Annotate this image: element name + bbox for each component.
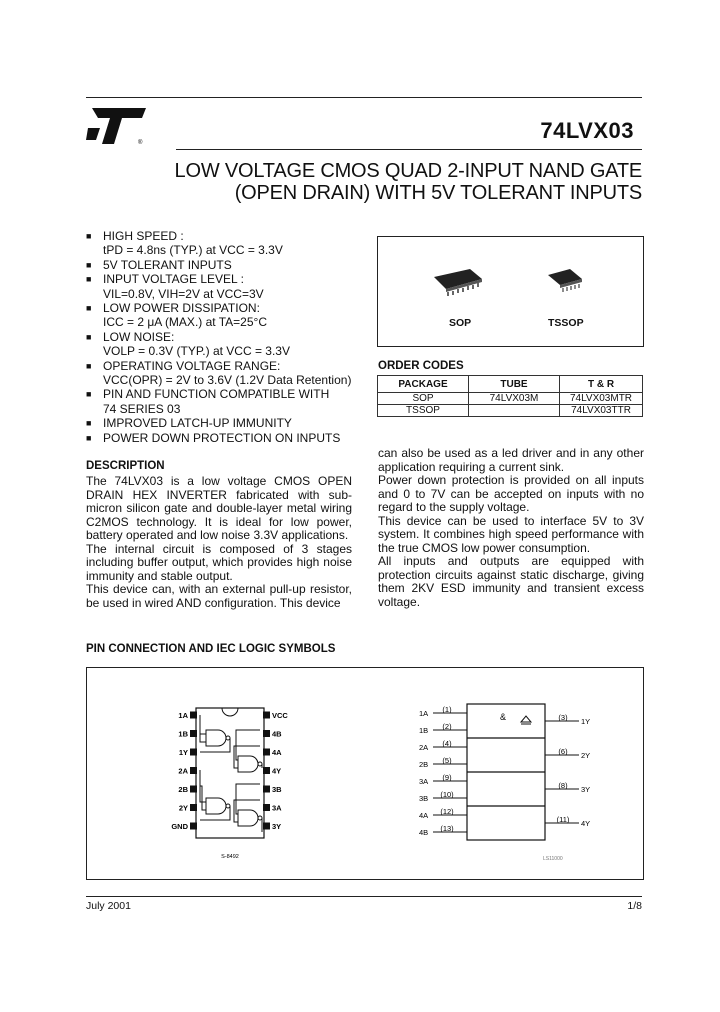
table-cell: SOP bbox=[378, 393, 469, 405]
feature-detail: VOLP = 0.3V (TYP.) at VCC = 3.3V bbox=[103, 344, 290, 359]
iec-output-pin: (6) bbox=[558, 747, 568, 756]
dip-pin bbox=[190, 804, 197, 811]
bullet-icon: ■ bbox=[86, 231, 92, 241]
iec-input-label: 3B bbox=[419, 794, 429, 803]
bullet-icon: ■ bbox=[86, 331, 92, 342]
footer-date: July 2001 bbox=[86, 900, 131, 912]
iec-input-label: 1B bbox=[419, 726, 429, 735]
feature-detail: 74 SERIES 03 bbox=[103, 401, 181, 416]
dip-pin-label: 4A bbox=[272, 748, 282, 757]
dip-pin bbox=[263, 767, 270, 774]
dip-pin bbox=[190, 767, 197, 774]
table-cell: 74LVX03MTR bbox=[560, 393, 643, 405]
dip-pin-label: 3B bbox=[272, 785, 282, 794]
iec-input-label: 4A bbox=[419, 811, 429, 820]
st-logo bbox=[86, 106, 148, 146]
iec-input-pin: (10) bbox=[440, 790, 454, 799]
dip-pin-label: 4Y bbox=[272, 766, 282, 776]
order-codes-title: ORDER CODES bbox=[378, 360, 464, 372]
sop-label: SOP bbox=[449, 317, 472, 329]
iec-input-label: 1A bbox=[419, 709, 429, 718]
table-cell: 74LVX03TTR bbox=[560, 405, 643, 417]
table-cell: 74LVX03M bbox=[469, 393, 560, 405]
iec-and-symbol: & bbox=[499, 712, 507, 722]
iec-output-label: 2Y bbox=[581, 751, 591, 760]
dip-pin-label: 3A bbox=[272, 803, 282, 813]
description-paragraph: The internal circuit is composed of 3 stages including buffer output, which provides high noise immunity and stable output. bbox=[86, 541, 352, 583]
dip-pin bbox=[263, 786, 270, 793]
feature-item bbox=[86, 272, 386, 301]
description-left-column bbox=[86, 475, 352, 610]
header-tube: TUBE bbox=[469, 376, 560, 393]
page-title bbox=[175, 160, 642, 204]
header-rule bbox=[86, 97, 642, 98]
title-line-1: LOW VOLTAGE CMOS QUAD 2-INPUT NAND GATE bbox=[174, 160, 642, 182]
feature-detail: ICC = 2 μA (MAX.) at TA=25°C bbox=[103, 315, 267, 330]
description-paragraph: The 74LVX03 is a low voltage CMOS OPEN DRAIN HEX INVERTER fabricated with sub-micron silicon gate and double-layer metal wiring C2MOS technology. It is ideal for low power, battery operated and low noise 3.3V applications. bbox=[86, 474, 352, 542]
dip-pin-label: 3Y bbox=[272, 822, 282, 831]
title-rule bbox=[176, 149, 642, 150]
dip-pin-label: 2Y bbox=[178, 803, 188, 813]
footer-page: 1/8 bbox=[627, 900, 642, 912]
feature-title: POWER DOWN PROTECTION ON INPUTS bbox=[103, 430, 341, 445]
table-row bbox=[378, 393, 643, 405]
pin-connection-title: PIN CONNECTION AND IEC LOGIC SYMBOLS bbox=[86, 643, 336, 655]
feature-title: LOW NOISE: bbox=[103, 329, 175, 344]
bullet-icon: ■ bbox=[86, 432, 92, 443]
dip-pin-diagram bbox=[160, 700, 300, 862]
package-box bbox=[377, 236, 644, 347]
table-row bbox=[378, 405, 643, 417]
iec-output-pin: (3) bbox=[558, 713, 568, 722]
iec-input-pin: (13) bbox=[440, 824, 454, 833]
description-right-column bbox=[378, 447, 644, 609]
sop-package-icon bbox=[430, 265, 486, 299]
dip-pin-label: 1B bbox=[178, 729, 188, 739]
feature-item bbox=[86, 416, 386, 430]
dip-pin bbox=[263, 749, 270, 756]
iec-input-pin: (5) bbox=[442, 756, 452, 765]
dip-pin-label: 1Y bbox=[178, 748, 188, 757]
bullet-icon: ■ bbox=[86, 274, 92, 285]
feature-item bbox=[86, 301, 386, 330]
dip-pin bbox=[190, 712, 197, 719]
feature-title: LOW POWER DISSIPATION: bbox=[103, 301, 260, 316]
description-paragraph: Power down protection is provided on all inputs and 0 to 7V can be accepted on inputs with no regard to the supply voltage. bbox=[378, 473, 644, 514]
feature-item bbox=[86, 359, 386, 388]
iec-output-pin: (11) bbox=[556, 815, 570, 824]
iec-code-label: LS11000 bbox=[543, 856, 563, 862]
dip-pin bbox=[263, 730, 270, 737]
dip-code-label: S-8492 bbox=[221, 854, 239, 860]
feature-item bbox=[86, 258, 386, 272]
order-codes-header-row bbox=[378, 376, 643, 393]
dip-pin-label: 4B bbox=[272, 729, 282, 739]
tssop-label: TSSOP bbox=[548, 317, 584, 329]
part-number: 74LVX03 bbox=[540, 118, 634, 143]
feature-title: OPERATING VOLTAGE RANGE: bbox=[103, 358, 281, 373]
description-paragraph: This device can be used to interface 5V to 3V system. It combines high speed performance with the true CMOS low power consumption. bbox=[378, 513, 644, 555]
dip-pin bbox=[190, 823, 197, 830]
bullet-icon: ■ bbox=[86, 360, 92, 371]
description-title: DESCRIPTION bbox=[86, 460, 165, 472]
dip-pin-label: GND bbox=[171, 822, 188, 831]
description-paragraph: can also be used as a led driver and in any other application requiring a current sink. bbox=[378, 446, 644, 474]
feature-detail: VIL=0.8V, VIH=2V at VCC=3V bbox=[103, 286, 264, 301]
iec-output-pin: (8) bbox=[558, 781, 568, 790]
table-cell bbox=[469, 405, 560, 417]
title-line-2: (OPEN DRAIN) WITH 5V TOLERANT INPUTS bbox=[234, 182, 642, 204]
dip-pin bbox=[190, 730, 197, 737]
dip-pin-label: 2A bbox=[178, 766, 188, 776]
svg-text:®: ® bbox=[138, 140, 143, 146]
feature-item bbox=[86, 330, 386, 359]
dip-pin-label: 2B bbox=[178, 785, 188, 794]
dip-pin bbox=[190, 786, 197, 793]
description-paragraph: This device can, with an external pull-up resistor, be used in wired AND configuration. This device bbox=[86, 582, 352, 610]
feature-title: 5V TOLERANT INPUTS bbox=[103, 257, 232, 272]
feature-title: INPUT VOLTAGE LEVEL : bbox=[103, 272, 244, 287]
dip-pin bbox=[190, 749, 197, 756]
iec-input-pin: (9) bbox=[442, 773, 452, 782]
iec-input-pin: (1) bbox=[442, 705, 452, 714]
bullet-icon: ■ bbox=[86, 259, 92, 270]
tssop-package-icon bbox=[544, 265, 586, 297]
iec-output-label: 3Y bbox=[581, 785, 591, 794]
bullet-icon: ■ bbox=[86, 418, 92, 429]
footer-rule bbox=[86, 896, 642, 897]
feature-title: PIN AND FUNCTION COMPATIBLE WITH bbox=[103, 387, 330, 402]
description-paragraph: All inputs and outputs are equipped with protection circuits against static discharge, giving them 2KV ESD immunity and transient excess voltage. bbox=[378, 554, 644, 609]
bullet-icon: ■ bbox=[86, 389, 92, 400]
feature-title: HIGH SPEED : bbox=[103, 229, 184, 243]
iec-input-label: 3A bbox=[419, 777, 429, 786]
feature-detail: VCC(OPR) = 2V to 3.6V (1.2V Data Retention) bbox=[103, 373, 352, 388]
features-list bbox=[86, 229, 386, 445]
table-cell: TSSOP bbox=[378, 405, 469, 417]
dip-pin-label: VCC bbox=[272, 711, 288, 720]
iec-input-pin: (4) bbox=[442, 739, 452, 748]
dip-pin bbox=[263, 712, 270, 719]
feature-item bbox=[86, 431, 386, 445]
iec-input-label: 2B bbox=[419, 760, 429, 769]
iec-input-label: 4B bbox=[419, 828, 429, 837]
feature-item bbox=[86, 387, 386, 416]
header-tr: T & R bbox=[560, 376, 643, 393]
order-codes-table bbox=[377, 375, 643, 417]
iec-input-pin: (12) bbox=[440, 807, 454, 816]
iec-output-label: 4Y bbox=[581, 819, 591, 828]
feature-item bbox=[86, 229, 386, 258]
iec-logic-symbol bbox=[415, 700, 615, 866]
header-package: PACKAGE bbox=[378, 376, 469, 393]
bullet-icon: ■ bbox=[86, 303, 92, 314]
feature-detail: tPD = 4.8ns (TYP.) at VCC = 3.3V bbox=[103, 243, 283, 258]
dip-pin bbox=[263, 823, 270, 830]
iec-input-pin: (2) bbox=[442, 722, 452, 731]
iec-input-label: 2A bbox=[419, 743, 429, 752]
dip-pin-label: 1A bbox=[178, 711, 188, 720]
dip-pin bbox=[263, 804, 270, 811]
feature-title: IMPROVED LATCH-UP IMMUNITY bbox=[103, 416, 292, 431]
iec-output-label: 1Y bbox=[581, 717, 591, 726]
